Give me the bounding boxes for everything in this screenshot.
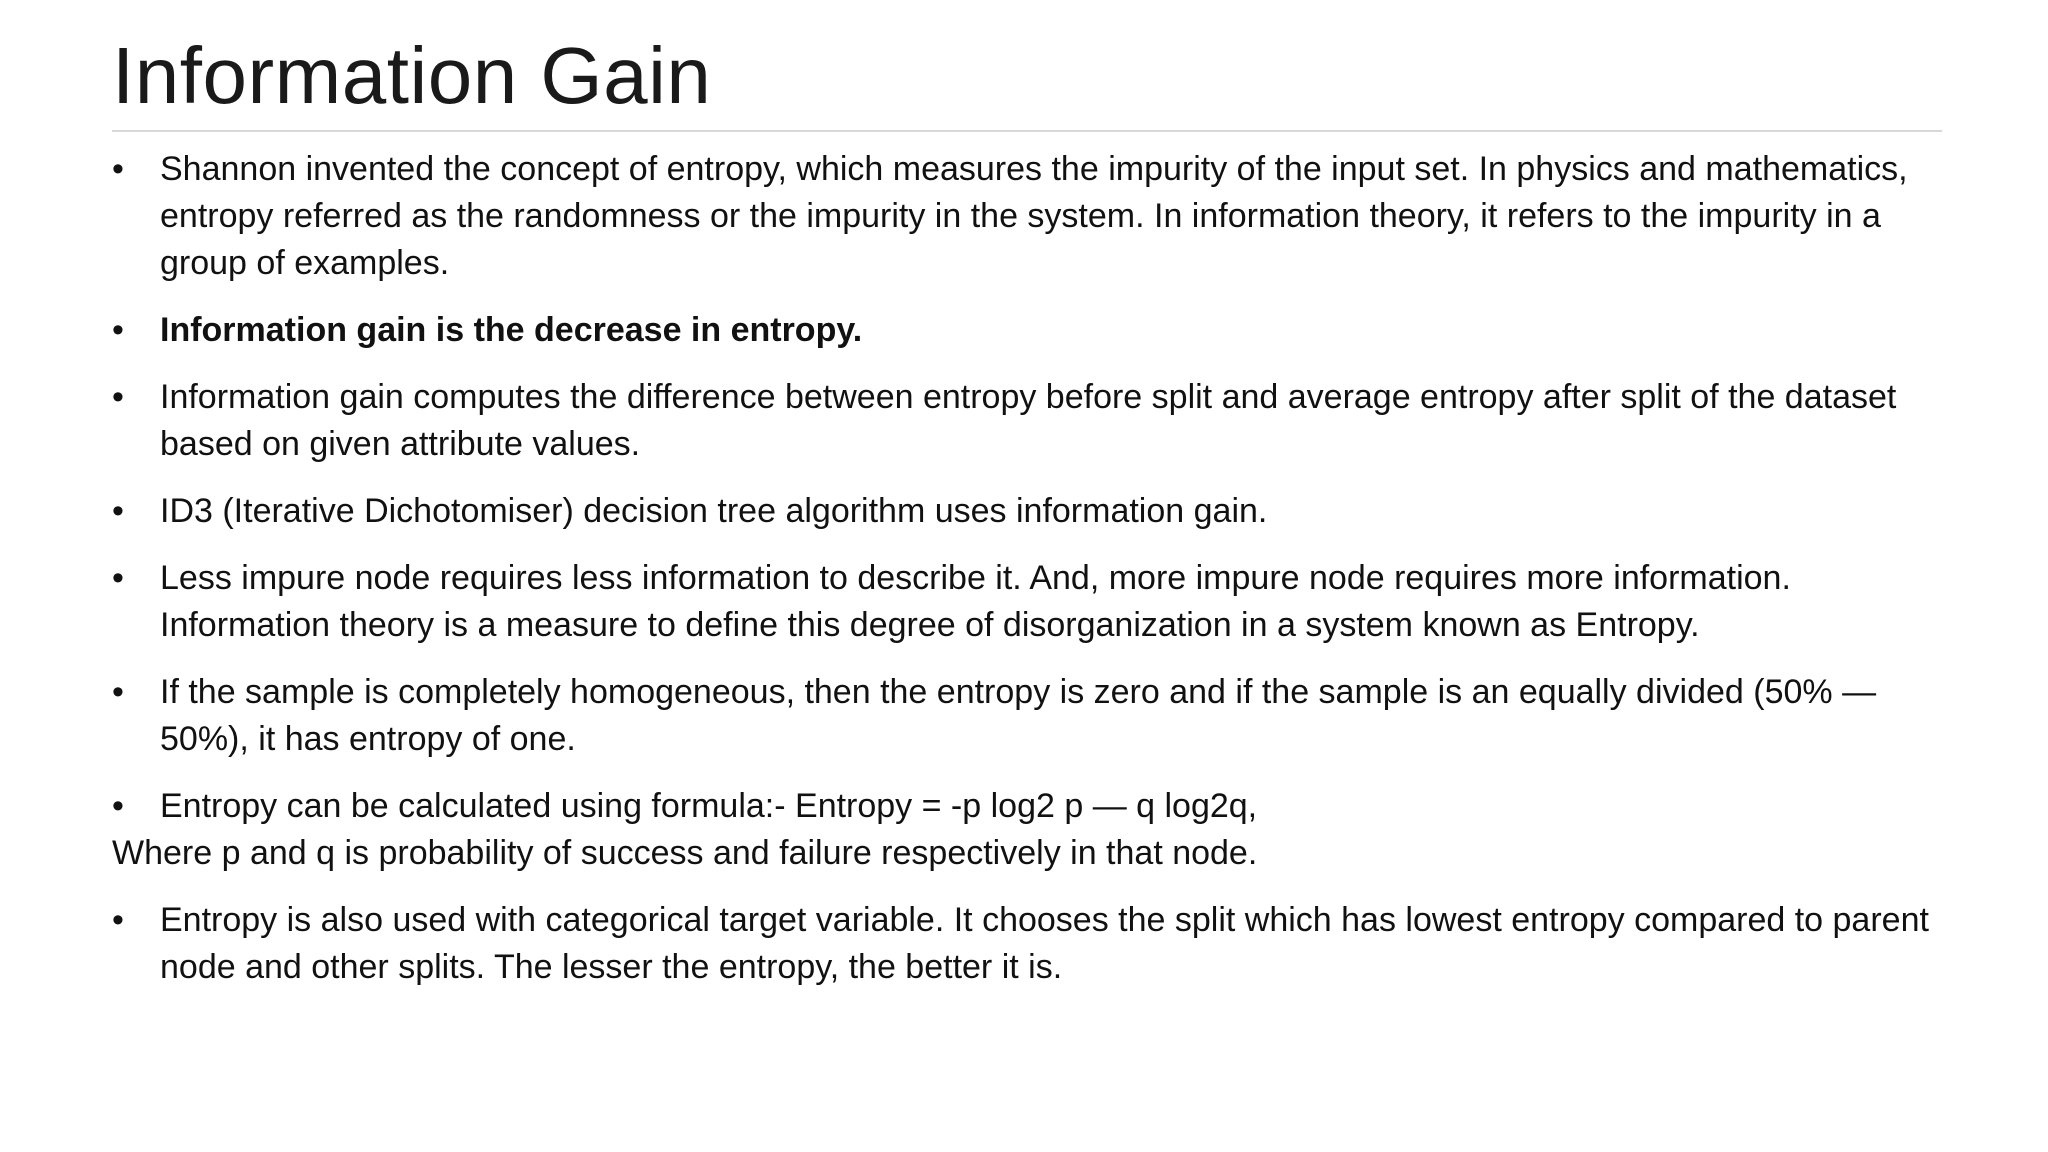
slide-title: Information Gain	[112, 31, 712, 120]
bullet-dot-icon: •	[112, 378, 124, 416]
bullet-text: ID3 (Iterative Dichotomiser) decision tree algorithm uses information gain.	[160, 492, 1268, 530]
bullet-dot-icon: •	[112, 559, 124, 597]
bullet-text: Shannon invented the concept of entropy, which measures the impurity of the input set. In physics and mathematics, entropy referred as the randomness or the impurity in the system. In information theory, it refers to the impurity in a group of examples.	[160, 150, 1908, 282]
title-divider	[112, 130, 1942, 132]
bullet-text: If the sample is completely homogeneous, then the entropy is zero and if the sample is an equally divided (50% — 50%), it has entropy of one.	[160, 673, 1877, 758]
bullet-text: Information gain computes the difference between entropy before split and average entropy after split of the dataset based on given attribute values.	[160, 378, 1897, 463]
bullet-item	[112, 488, 1952, 535]
bullet-text: Entropy is also used with categorical target variable. It chooses the split which has lowest entropy compared to parent node and other splits. The lesser the entropy, the better it is.	[160, 901, 1929, 986]
bullet-text: Information gain is the decrease in entropy.	[160, 311, 863, 349]
bullet-item	[112, 555, 1952, 649]
bullet-text: Entropy can be calculated using formula:- Entropy = -p log2 p — q log2q,	[160, 787, 1258, 825]
bullet-item	[112, 669, 1952, 763]
bullet-text: Less impure node requires less information to describe it. And, more impure node requires more information. Information theory is a measure to define this degree of disorganization in a system known as Entropy.	[160, 559, 1791, 644]
bullet-dot-icon: •	[112, 492, 124, 530]
bullet-item	[112, 146, 1952, 287]
bullet-list	[112, 146, 1952, 1011]
bullet-dot-icon: •	[112, 311, 124, 349]
formula-continuation: Where p and q is probability of success and failure respectively in that node.	[112, 834, 1258, 872]
bullet-item	[112, 783, 1952, 830]
bullet-dot-icon: •	[112, 150, 124, 188]
bullet-dot-icon: •	[112, 673, 124, 711]
bullet-item	[112, 374, 1952, 468]
bullet-dot-icon: •	[112, 787, 124, 825]
bullet-item	[112, 897, 1952, 991]
bullet-dot-icon: •	[112, 901, 124, 939]
bullet-item	[112, 307, 1952, 354]
